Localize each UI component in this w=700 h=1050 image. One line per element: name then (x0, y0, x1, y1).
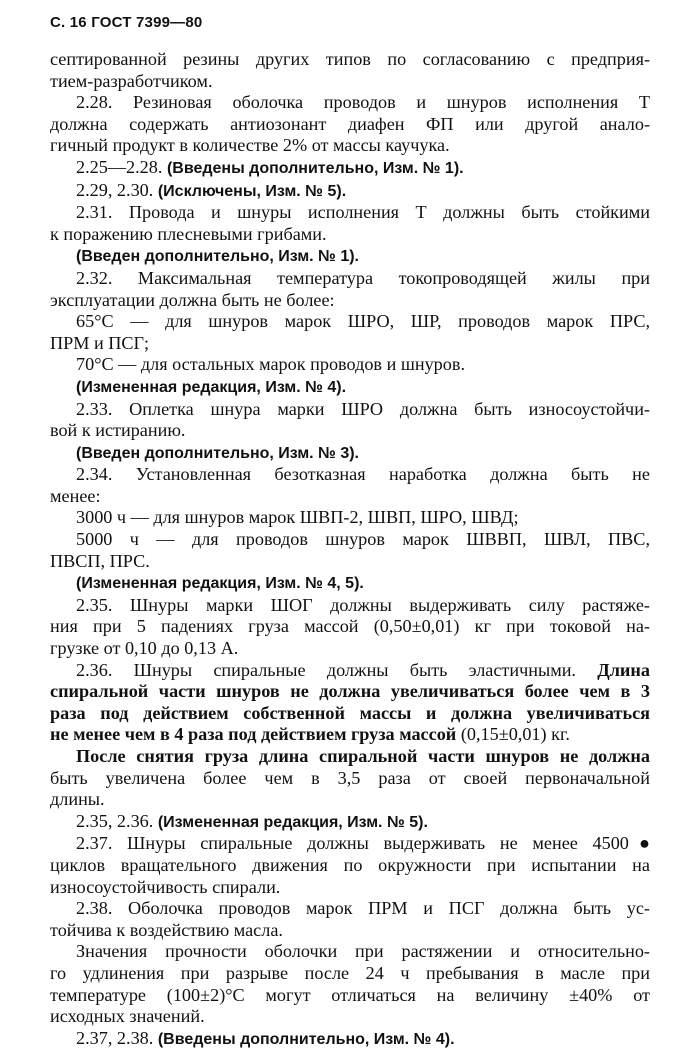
page-header: С. 16 ГОСТ 7399—80 (50, 14, 203, 31)
text-segment: 2.25—2.28. (76, 156, 167, 177)
amendment-note: (Измененная редакция, Изм. № 4). (76, 378, 347, 396)
text-line (50, 920, 650, 942)
text-segment: износоустойчивость спирали. (50, 876, 281, 897)
text-line (50, 135, 650, 157)
text-segment: грузке от 0,10 до 0,13 А. (50, 638, 239, 659)
amendment-note: (Измененная редакция, Изм. № 5). (157, 813, 428, 831)
text-line (50, 399, 650, 421)
text-line (50, 703, 650, 725)
text-line (50, 333, 650, 355)
text-line (50, 376, 650, 399)
text-line (50, 572, 650, 595)
text-segment: 2.28. Резиновая оболочка проводов и шнуров исполнения Т (76, 92, 650, 113)
text-line (50, 157, 650, 180)
text-line (50, 49, 650, 71)
text-line (50, 877, 650, 899)
text-line (50, 638, 650, 660)
text-segment: ния при 5 падениях груза массой (0,50±0,01) кг при токовой на- (50, 616, 650, 637)
text-segment: 2.38. Оболочка проводов марок ПРМ и ПСГ должна быть ус- (76, 898, 650, 919)
amendment-note: (Введен дополнительно, Изм. № 3). (76, 444, 359, 462)
text-line (50, 724, 650, 746)
amendment-note: (Измененная редакция, Изм. № 4, 5). (76, 575, 364, 593)
text-line (50, 268, 650, 290)
text-segment: го удлинения при разрыве после 24 ч пребывания в масле при (50, 962, 650, 983)
document-body (50, 49, 650, 1050)
text-line (50, 768, 650, 790)
text-segment: исходных значений. (50, 1006, 205, 1027)
text-segment: 2.36. Шнуры спиральные должны быть эластичными. (76, 659, 598, 680)
text-line (50, 420, 650, 442)
text-line (50, 1006, 650, 1028)
text-line (50, 486, 650, 508)
text-segment: температуре (100±2)°С могут отличаться на величину ±40% от (50, 984, 650, 1005)
text-line (50, 245, 650, 268)
text-segment: 2.31. Провода и шнуры исполнения Т должны быть стойкими (76, 202, 650, 223)
text-line (50, 985, 650, 1007)
text-line (50, 180, 650, 203)
text-line (50, 681, 650, 703)
text-line (50, 855, 650, 877)
text-segment: (0,15±0,01) кг. (456, 724, 570, 745)
text-segment: ПВСП, ПРС. (50, 550, 150, 571)
text-line (50, 963, 650, 985)
text-segment: 2.29, 2.30. (76, 179, 158, 200)
text-segment: септированной резины других типов по согласованию с предприя- (50, 49, 650, 69)
text-segment: Значения прочности оболочки при растяжении и относительно- (76, 941, 650, 962)
text-line (50, 507, 650, 529)
text-line (50, 660, 650, 682)
amendment-note: (Исключены, Изм. № 5). (157, 182, 347, 200)
text-line (50, 71, 650, 93)
text-line (50, 746, 650, 768)
amendment-note: (Введен дополнительно, Изм. № 1). (76, 248, 359, 266)
text-line (50, 789, 650, 811)
text-segment: гичный продукт в количестве 2% от массы каучука. (50, 135, 450, 156)
text-segment: тойчива к воздействию масла. (50, 919, 283, 940)
text-line (50, 202, 650, 224)
text-line (50, 114, 650, 136)
text-segment: 2.35. Шнуры марки ШОГ должны выдерживать силу растяже- (76, 594, 650, 615)
text-segment: 2.33. Оплетка шнура марки ШРО должна быть износоустойчи- (76, 398, 650, 419)
text-segment: тием-разработчиком. (50, 70, 213, 91)
text-line (50, 811, 650, 834)
text-line (50, 833, 650, 855)
text-segment: После снятия груза длина спиральной части шнуров не должна (76, 746, 650, 766)
text-line (50, 529, 650, 551)
text-segment: менее: (50, 485, 101, 506)
text-segment: быть увеличена более чем в 3,5 раза от своей первоначальной (50, 767, 650, 788)
text-segment: не менее чем в 4 раза под действием груза массой (50, 724, 457, 745)
text-line (50, 442, 650, 465)
text-segment: 2.32. Максимальная температура токопроводящей жилы при (76, 267, 650, 288)
text-segment: циклов вращательного движения по окружности при испытании на (50, 854, 650, 875)
text-line (50, 92, 650, 114)
text-line (50, 354, 650, 376)
text-segment: к поражению плесневыми грибами. (50, 223, 327, 244)
amendment-note: (Введены дополнительно, Изм. № 4). (157, 1030, 455, 1048)
text-segment: 2.37, 2.38. (76, 1027, 158, 1048)
text-segment: эксплуатации должна быть не более: (50, 289, 335, 310)
text-line (50, 1028, 650, 1050)
text-segment: длины. (50, 789, 105, 810)
text-segment: вой к истиранию. (50, 420, 186, 441)
text-segment: 65°С — для шнуров марок ШРО, ШР, проводов марок ПРС, (76, 311, 650, 332)
text-segment: 2.35, 2.36. (76, 810, 158, 831)
text-line (50, 311, 650, 333)
text-segment: ПРМ и ПСГ; (50, 332, 150, 353)
text-segment: 2.34. Установленная безотказная наработка должна быть не (76, 464, 650, 485)
text-line (50, 551, 650, 573)
text-line (50, 224, 650, 246)
text-segment: 2.37. Шнуры спиральные должны выдерживать не менее 4500● (76, 833, 650, 854)
text-segment: раза под действием собственной массы и должна увеличиваться (50, 702, 650, 723)
text-line (50, 290, 650, 312)
text-segment: 3000 ч — для шнуров марок ШВП-2, ШВП, ШРО, ШВД; (76, 507, 519, 528)
text-segment: 5000 ч — для проводов шнуров марок ШВВП, ШВЛ, ПВС, (76, 529, 650, 550)
text-segment: Длина (597, 659, 650, 680)
text-segment: 70°С — для остальных марок проводов и шнуров. (76, 354, 465, 375)
text-line (50, 595, 650, 617)
text-line (50, 941, 650, 963)
text-line (50, 464, 650, 486)
text-segment: спиральной части шнуров не должна увеличиваться более чем в 3 (50, 681, 650, 702)
text-line (50, 616, 650, 638)
text-segment: должна содержать антиозонант диафен ФП или другой анало- (50, 113, 650, 134)
text-line (50, 898, 650, 920)
amendment-note: (Введены дополнительно, Изм. № 1). (166, 159, 464, 177)
